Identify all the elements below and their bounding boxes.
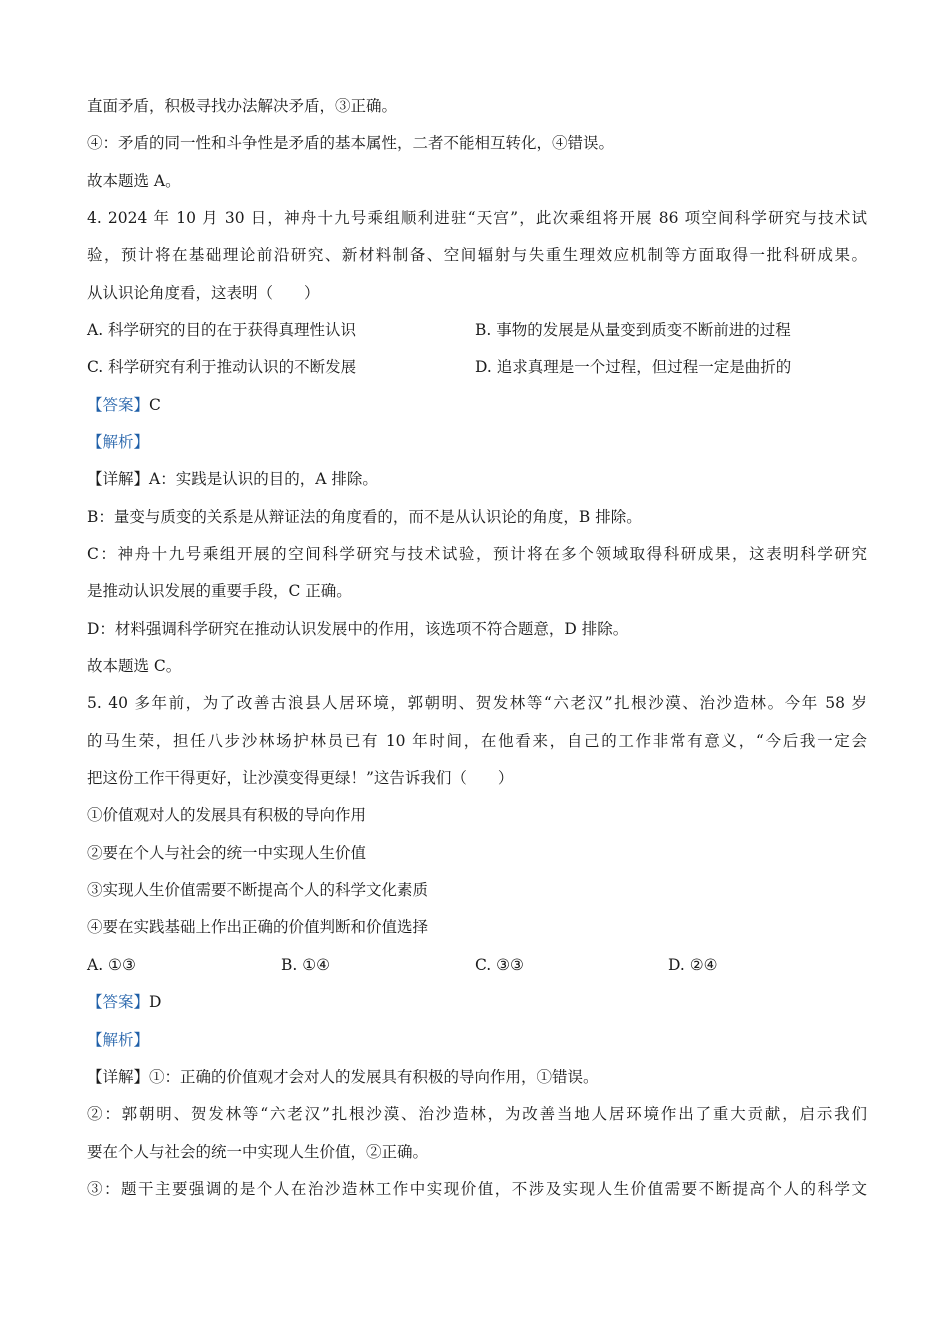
prev-conclusion: 故本题选 A。 [87,172,181,190]
q5-option-d: D. ②④ [668,956,718,974]
q5-detail-2-line-1: ②：郭朝明、贺发林等“六老汉”扎根沙漠、治沙造林，为改善当地人居环境作出了重大贡献，启示我们 [87,1105,867,1123]
q4-answer-value: C [149,396,161,414]
q4-detail-c-line-2: 是推动认识发展的重要手段，C 正确。 [87,582,352,600]
q4-stem-line-1: 4. 2024 年 10 月 30 日，神舟十九号乘组顺利进驻“天宫”，此次乘组将开展 86 项空间科学研究与技术试 [87,209,867,227]
q5-statement-4: ④要在实践基础上作出正确的价值判断和价值选择 [87,918,429,936]
q5-analysis-tag [87,1029,867,1051]
q4-detail-line-1 [87,468,867,490]
q4-detail-d: D：材料强调科学研究在推动认识发展中的作用，该选项不符合题意，D 排除。 [87,620,629,638]
q5-option-a: A. ①③ [87,956,136,974]
q4-conclusion: 故本题选 C。 [87,657,182,675]
q5-answer-value: D [149,993,162,1011]
q5-detail-line-1 [87,1066,867,1088]
q4-answer-tag: 【答案】 [87,396,150,414]
q5-statement-3: ③实现人生价值需要不断提高个人的科学文化素质 [87,881,429,899]
q4-stem-line-3: 从认识论角度看，这表明（ ） [87,284,320,302]
q5-detail-tag: 【详解】 [87,1068,150,1086]
q5-stem-line-2: 的马生荣，担任八步沙林场护林员已有 10 年时间，在他看来，自己的工作非常有意义，“今后我一定会 [87,732,867,750]
q4-detail-a: A：实践是认识的目的，A 排除。 [149,470,378,488]
q5-statement-2: ②要在个人与社会的统一中实现人生价值 [87,844,367,862]
prev-analysis-line-2: ④：矛盾的同一性和斗争性是矛盾的基本属性，二者不能相互转化，④错误。 [87,134,615,152]
q4-detail-c-line-1: C：神舟十九号乘组开展的空间科学研究与技术试验，预计将在多个领域取得科研成果，这表明科学研究 [87,545,867,563]
prev-analysis-line-1: 直面矛盾，积极寻找办法解决矛盾，③正确。 [87,97,398,115]
q4-analysis-tag [87,431,867,453]
q5-option-c: C. ③③ [475,956,524,974]
q4-option-d: D. 追求真理是一个过程，但过程一定是曲折的 [475,358,792,376]
q5-statement-1: ①价值观对人的发展具有积极的导向作用 [87,806,367,824]
q4-detail-tag: 【详解】 [87,470,150,488]
q5-option-b: B. ①④ [281,956,331,974]
q5-answer-tag: 【答案】 [87,993,150,1011]
q4-option-a: A. 科学研究的目的在于获得真理性认识 [87,321,357,339]
q5-stem-line-1: 5. 40 多年前，为了改善古浪县人居环境，郭朝明、贺发林等“六老汉”扎根沙漠、治沙造林。今年 58 岁 [87,694,867,712]
q5-answer [87,991,867,1013]
q4-stem-line-2: 验，预计将在基础理论前沿研究、新材料制备、空间辐射与失重生理效应机制等方面取得一批科研成果。 [87,246,867,264]
q5-stem-line-3: 把这份工作干得更好，让沙漠变得更绿！”这告诉我们（ ） [87,769,514,787]
q4-answer [87,394,867,416]
q4-analysis-label: 【解析】 [87,433,150,451]
q5-detail-3: ③：题干主要强调的是个人在治沙造林工作中实现价值，不涉及实现人生价值需要不断提高个人的科学文 [87,1180,867,1198]
q4-option-b: B. 事物的发展是从量变到质变不断前进的过程 [475,321,791,339]
q4-detail-b: B：量变与质变的关系是从辩证法的角度看的，而不是从认识论的角度，B 排除。 [87,508,642,526]
q5-detail-1: ①：正确的价值观才会对人的发展具有积极的导向作用，①错误。 [149,1068,599,1086]
q4-option-c: C. 科学研究有利于推动认识的不断发展 [87,358,357,376]
q5-analysis-label: 【解析】 [87,1031,150,1049]
q5-detail-2-line-2: 要在个人与社会的统一中实现人生价值，②正确。 [87,1143,429,1161]
